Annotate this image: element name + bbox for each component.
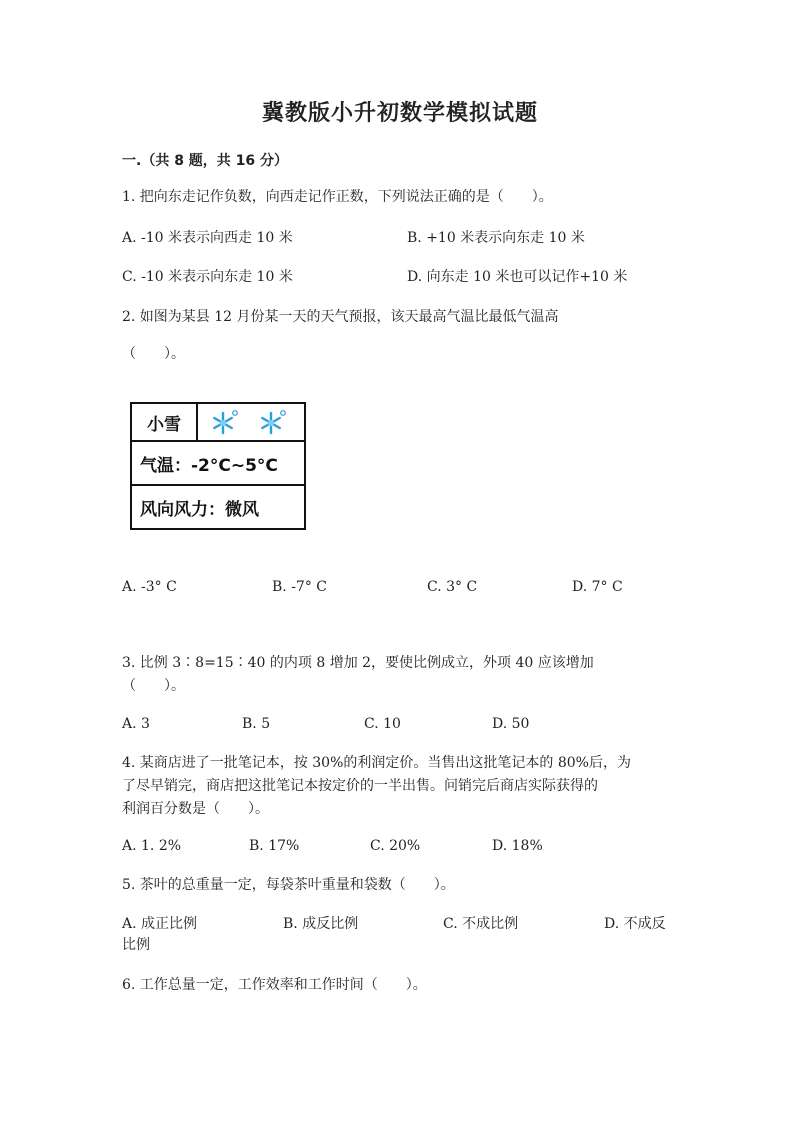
question-2-stem-line-2: （ ）。 bbox=[122, 346, 185, 362]
question-2-stem-line-1: 2. 如图为某县 12 月份某一天的天气预报，该天最高气温比最低气温高 bbox=[122, 309, 559, 325]
wind-label: 风向风力：微风 bbox=[140, 499, 259, 520]
question-4-stem-line-2: 了尽早销完，商店把这批笔记本按定价的一半出售。问销完后商店实际获得的 bbox=[122, 778, 598, 794]
question-1-stem: 1. 把向东走记作负数，向西走记作正数，下列说法正确的是（ ）。 bbox=[122, 189, 553, 205]
question-4-option-b: B. 17% bbox=[249, 838, 300, 854]
question-4-stem-line-3: 利润百分数是（ ）。 bbox=[122, 801, 269, 817]
question-5-stem: 5. 茶叶的总重量一定，每袋茶叶重量和袋数（ ）。 bbox=[122, 877, 455, 893]
question-5-option-a: A. 成正比例 bbox=[122, 916, 198, 932]
question-3-option-d: D. 50 bbox=[492, 716, 530, 732]
section-heading: 一.（共 8 题，共 16 分） bbox=[122, 153, 289, 169]
question-1-option-a: A. -10 米表示向西走 10 米 bbox=[122, 230, 293, 246]
question-5-option-d: D. 不成反 bbox=[604, 916, 666, 932]
wind-row bbox=[132, 486, 304, 528]
snowflake-icon bbox=[208, 408, 238, 438]
question-3-option-c: C. 10 bbox=[364, 716, 401, 732]
question-4-option-c: C. 20% bbox=[370, 838, 421, 854]
question-2-option-d: D. 7° C bbox=[572, 579, 623, 595]
question-6-stem: 6. 工作总量一定，工作效率和工作时间（ ）。 bbox=[122, 977, 427, 993]
question-1-option-c: C. -10 米表示向东走 10 米 bbox=[122, 269, 293, 285]
question-5-option-d-wrap: 比例 bbox=[122, 937, 150, 953]
weather-forecast-card bbox=[130, 402, 306, 530]
question-1-option-d: D. 向东走 10 米也可以记作+10 米 bbox=[407, 269, 628, 285]
question-5-option-b: B. 成反比例 bbox=[283, 916, 359, 932]
question-2-option-c: C. 3° C bbox=[427, 579, 478, 595]
weather-icons bbox=[200, 404, 304, 440]
question-2-option-b: B. -7° C bbox=[272, 579, 327, 595]
weather-label: 小雪 bbox=[132, 404, 198, 440]
question-4-option-a: A. 1. 2% bbox=[122, 838, 182, 854]
temperature-row bbox=[132, 442, 304, 486]
weather-row bbox=[132, 404, 304, 442]
question-3-stem-line-1: 3. 比例 3∶8=15∶40 的内项 8 增加 2，要使比例成立，外项 40 应该增加 bbox=[122, 655, 594, 671]
question-2-option-a: A. -3° C bbox=[122, 579, 177, 595]
question-3-stem-line-2: （ ）。 bbox=[122, 678, 185, 694]
question-3-option-a: A. 3 bbox=[122, 716, 150, 732]
question-3-option-b: B. 5 bbox=[242, 716, 271, 732]
page-title: 冀教版小升初数学模拟试题 bbox=[261, 101, 538, 126]
temperature-label: 气温：-2°C~5°C bbox=[140, 455, 278, 476]
question-4-stem-line-1: 4. 某商店进了一批笔记本，按 30%的利润定价。当售出这批笔记本的 80%后，为 bbox=[122, 755, 631, 771]
question-1-option-b: B. +10 米表示向东走 10 米 bbox=[407, 230, 585, 246]
snowflake-icon bbox=[256, 408, 286, 438]
question-4-option-d: D. 18% bbox=[492, 838, 543, 854]
question-5-option-c: C. 不成比例 bbox=[443, 916, 519, 932]
